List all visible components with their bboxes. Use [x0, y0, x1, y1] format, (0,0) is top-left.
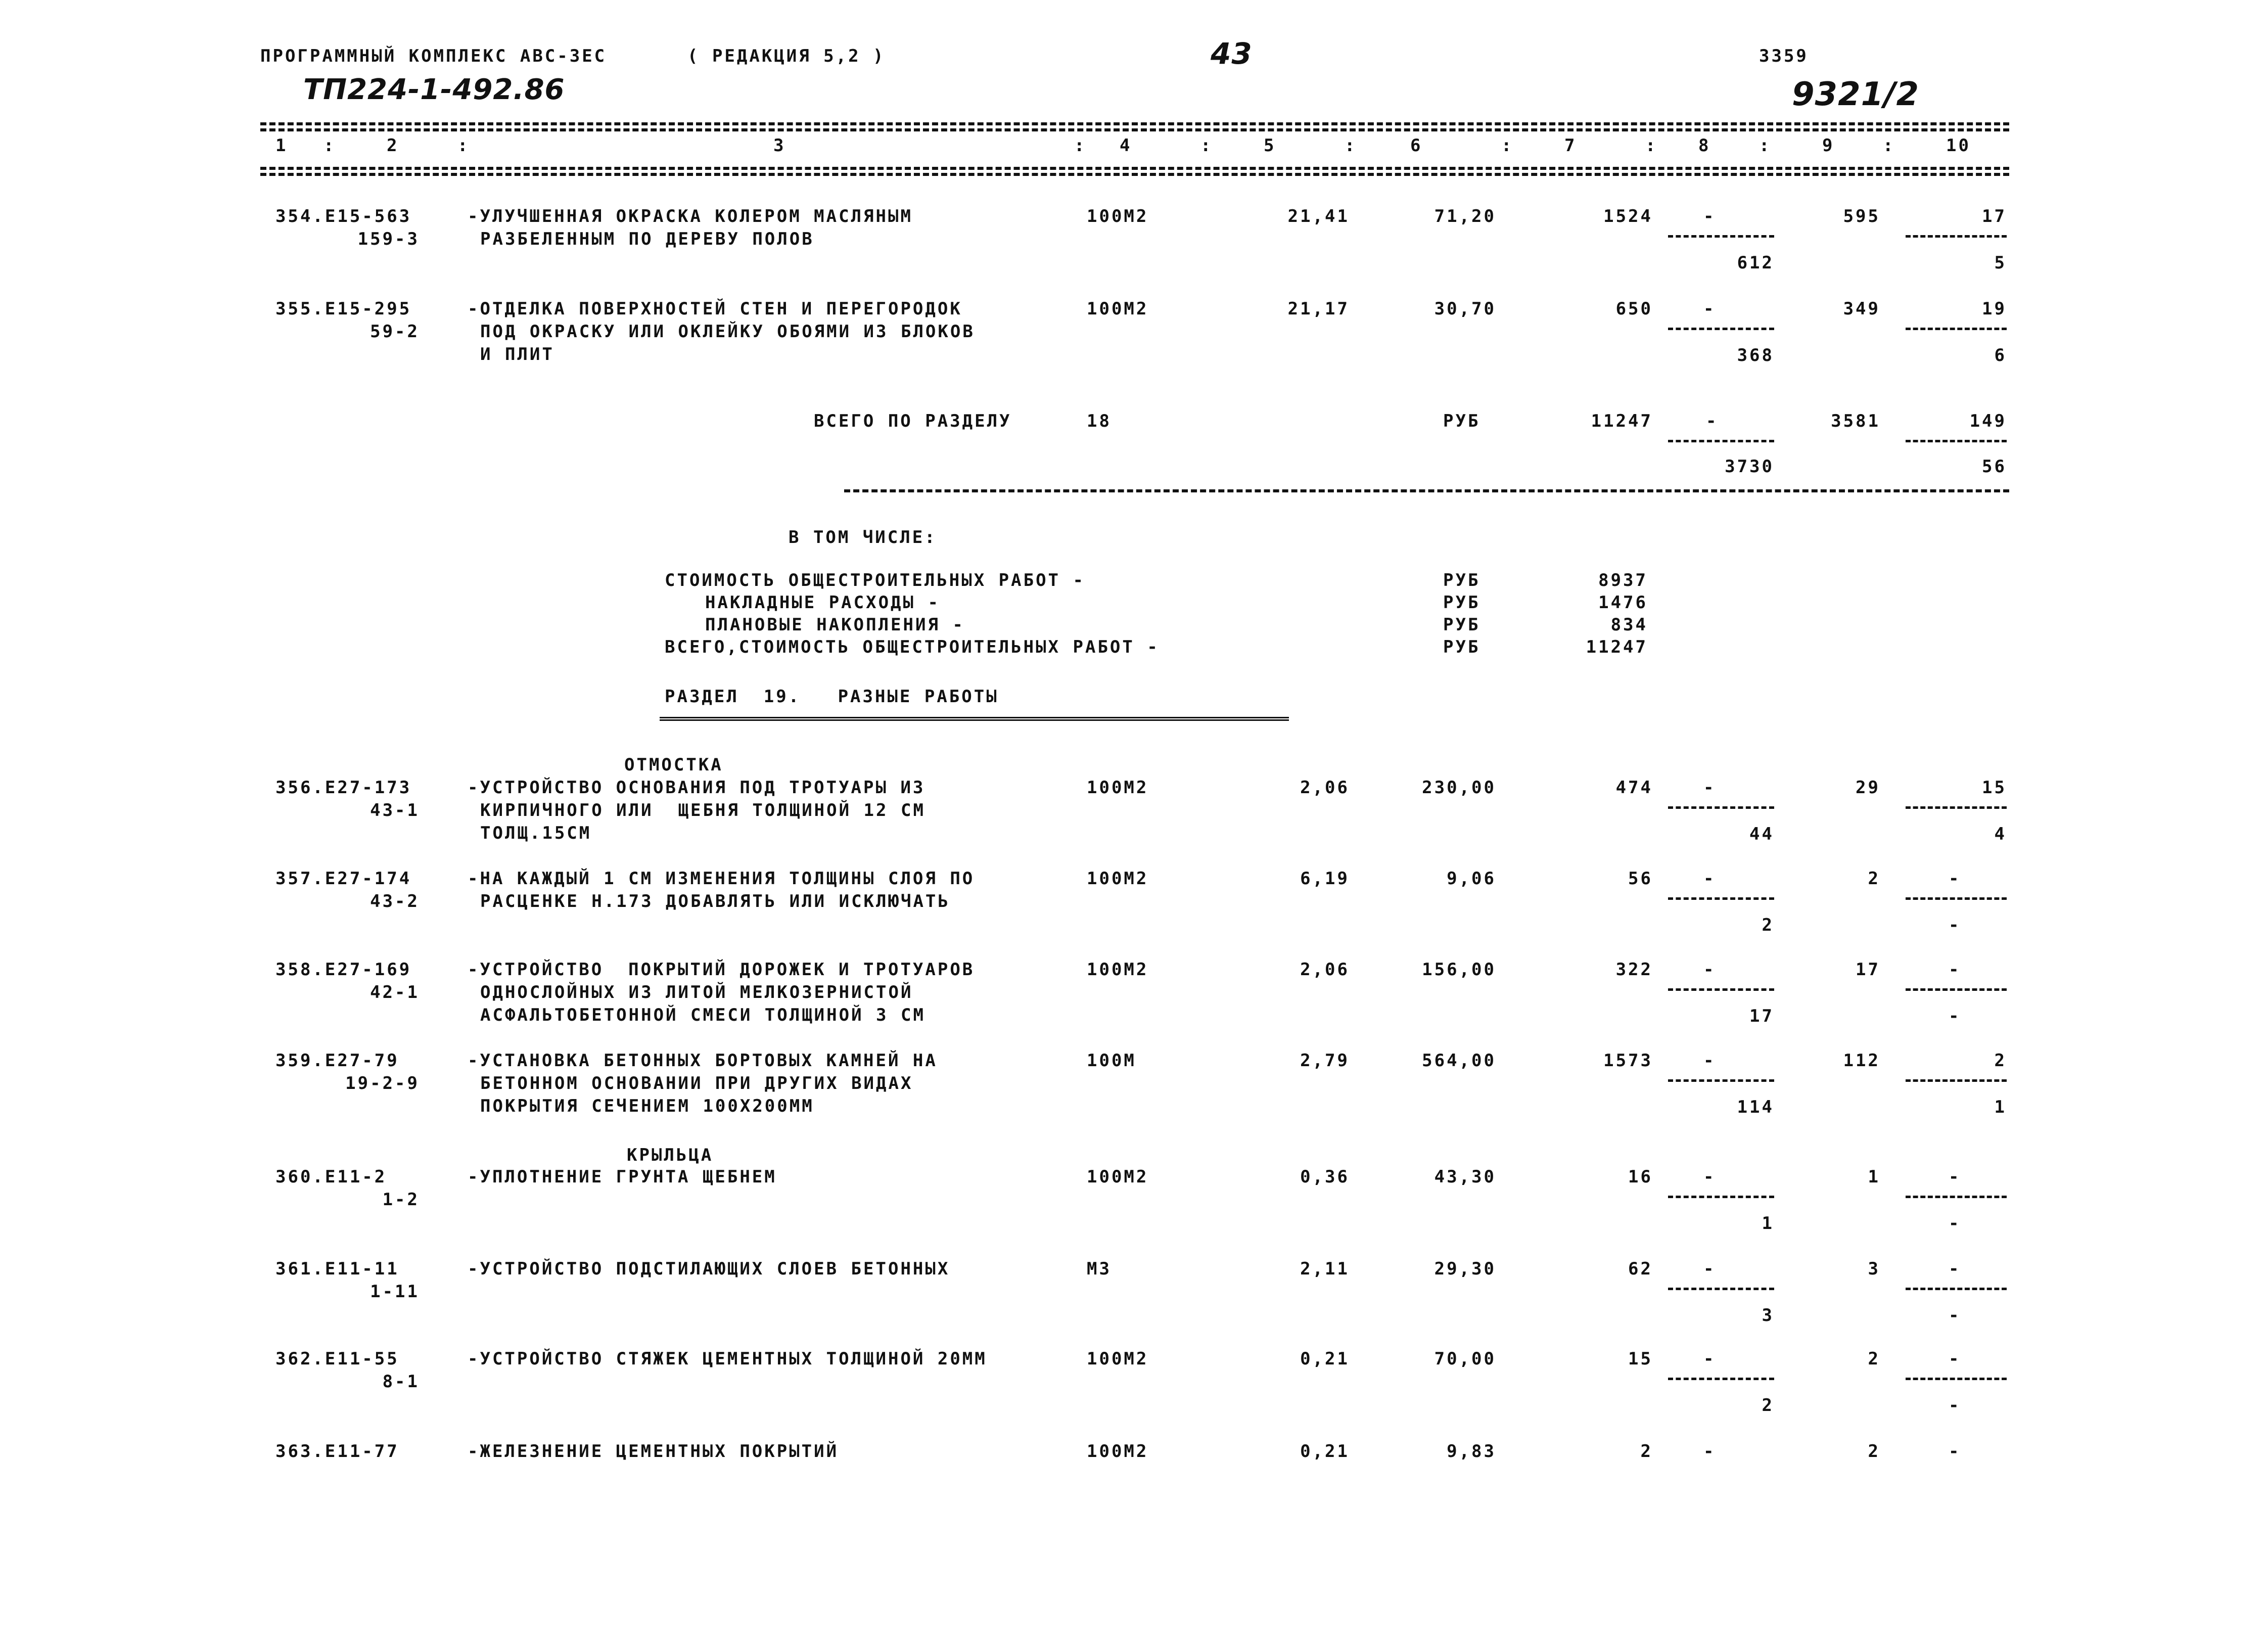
row-unit-price: 30,70: [1434, 299, 1496, 319]
row-total: 15: [1628, 1349, 1653, 1369]
row-description-line: ОДНОСЛОЙНЫХ ИЗ ЛИТОЙ МЕЛКОЗЕРНИСТОЙ: [480, 982, 913, 1002]
row-c8-top: -: [1703, 206, 1716, 226]
section-total-c10-bottom: 56: [1982, 457, 2007, 477]
row-c10-bottom: 4: [1994, 824, 2007, 844]
row-total: 2: [1640, 1441, 1653, 1462]
row-description-line: -УСТРОЙСТВО ОСНОВАНИЯ ПОД ТРОТУАРЫ ИЗ: [468, 778, 925, 798]
row-description-line: -УПЛОТНЕНИЕ ГРУНТА ЩЕБНЕМ: [468, 1167, 777, 1187]
project-code: ТП224-1-492.86: [303, 73, 565, 106]
row-c10-top: -: [1949, 1349, 1961, 1369]
row-unit: 100М2: [1087, 960, 1149, 980]
row-unit-price: 230,00: [1422, 778, 1496, 798]
row-c8-separator: [1668, 988, 1774, 991]
row-c10-top: 15: [1982, 778, 2007, 798]
row-c10-separator: [1906, 897, 2007, 900]
row-c9: 112: [1843, 1051, 1880, 1071]
row-total: 16: [1628, 1167, 1653, 1187]
column-header-10: 10: [1946, 135, 1971, 156]
breakdown-value: 8937: [1598, 570, 1648, 590]
row-subcode: 43-1: [370, 800, 420, 820]
row-number: 356.Е27-173: [275, 778, 412, 798]
row-unit-price: 9,83: [1447, 1441, 1496, 1462]
row-c10-bottom: -: [1949, 1395, 1961, 1416]
row-unit: 100М2: [1087, 869, 1149, 889]
breakdown-currency: РУБ: [1443, 637, 1480, 657]
header-bottom-rule: [260, 167, 2009, 170]
section-total-c8-bottom: 3730: [1725, 457, 1774, 477]
breakdown-currency: РУБ: [1443, 570, 1480, 590]
breakdown-value: 11247: [1586, 637, 1648, 657]
row-c9: 595: [1843, 206, 1880, 226]
row-number: 354.Е15-563: [275, 206, 412, 226]
column-separator: :: [1645, 135, 1658, 156]
column-separator: :: [1345, 135, 1357, 156]
header-bottom-rule-2: [260, 173, 2009, 176]
column-separator: :: [457, 135, 470, 156]
row-number: 357.Е27-174: [275, 869, 412, 889]
row-c8-separator: [1668, 1288, 1774, 1290]
row-quantity: 21,41: [1287, 206, 1350, 226]
section-total-c10-top: 149: [1969, 411, 2007, 431]
program-edition: ( РЕДАКЦИЯ 5,2 ): [687, 46, 886, 66]
row-c8-bottom: 2: [1762, 1395, 1774, 1416]
row-c10-bottom: -: [1949, 1213, 1961, 1234]
row-c8-top: -: [1703, 299, 1716, 319]
row-c8-top: -: [1703, 869, 1716, 889]
section-total-rule: [844, 489, 2009, 492]
row-number: 360.Е11-2: [275, 1167, 387, 1187]
row-unit-price: 70,00: [1434, 1349, 1496, 1369]
column-header-6: 6: [1410, 135, 1423, 156]
section-total-label: ВСЕГО ПО РАЗДЕЛУ: [814, 411, 1012, 431]
row-unit: 100М2: [1087, 299, 1149, 319]
row-unit-price: 156,00: [1422, 960, 1496, 980]
section19-title: РАЗДЕЛ 19. РАЗНЫЕ РАБОТЫ: [665, 687, 999, 707]
row-unit-price: 9,06: [1447, 869, 1496, 889]
column-header-8: 8: [1698, 135, 1711, 156]
row-c10-separator: [1906, 328, 2007, 330]
row-subcode: 43-2: [370, 891, 420, 911]
column-header-5: 5: [1264, 135, 1276, 156]
row-c8-top: -: [1703, 1051, 1716, 1071]
row-unit-price: 564,00: [1422, 1051, 1496, 1071]
row-c9: 2: [1868, 1349, 1880, 1369]
row-total: 474: [1615, 778, 1653, 798]
row-c8-separator: [1668, 897, 1774, 900]
row-unit: 100М2: [1087, 1167, 1149, 1187]
row-c8-separator: [1668, 1378, 1774, 1380]
column-separator: :: [1883, 135, 1895, 156]
row-subcode: 159-3: [357, 229, 420, 249]
breakdown-label: НАКЛАДНЫЕ РАСХОДЫ -: [705, 592, 940, 613]
section19-underline: [660, 717, 1289, 721]
row-description-line: -УСТРОЙСТВО СТЯЖЕК ЦЕМЕНТНЫХ ТОЛЩИНОЙ 20ММ: [468, 1349, 987, 1369]
row-c9: 349: [1843, 299, 1880, 319]
row-c9: 29: [1856, 778, 1880, 798]
program-name: ПРОГРАММНЫЙ КОМПЛЕКС АВС-ЗЕС: [260, 46, 607, 66]
row-description-line: РАЗБЕЛЕННЫМ ПО ДЕРЕВУ ПОЛОВ: [480, 229, 814, 249]
column-header-7: 7: [1564, 135, 1577, 156]
row-description-line: -УЛУЧШЕННАЯ ОКРАСКА КОЛЕРОМ МАСЛЯНЫМ: [468, 206, 913, 226]
row-c10-top: -: [1949, 1167, 1961, 1187]
row-number: 355.Е15-295: [275, 299, 412, 319]
row-unit-price: 71,20: [1434, 206, 1496, 226]
column-header-1: 1: [275, 135, 288, 156]
row-c10-top: -: [1949, 1441, 1961, 1462]
row-quantity: 2,79: [1300, 1051, 1350, 1071]
row-c10-separator: [1906, 1288, 2007, 1290]
row-c8-bottom: 17: [1749, 1006, 1774, 1026]
row-description-line: -ОТДЕЛКА ПОВЕРХНОСТЕЙ СТЕН И ПЕРЕГОРОДОК: [468, 299, 962, 319]
doc-code: 3359: [1759, 46, 1809, 66]
breakdown-label: ПЛАНОВЫЕ НАКОПЛЕНИЯ -: [705, 615, 965, 635]
row-total: 650: [1615, 299, 1653, 319]
row-c10-separator: [1906, 235, 2007, 238]
row-description-line: -УСТРОЙСТВО ПОДСТИЛАЮЩИХ СЛОЕВ БЕТОННЫХ: [468, 1259, 950, 1279]
row-c8-bottom: 1: [1762, 1213, 1774, 1234]
row-c8-top: -: [1703, 1349, 1716, 1369]
row-description-line: ТОЛЩ.15СМ: [480, 823, 592, 843]
row-c8-top: -: [1703, 1441, 1716, 1462]
row-total: 322: [1615, 960, 1653, 980]
row-unit: 100М2: [1087, 206, 1149, 226]
row-c8-bottom: 2: [1762, 915, 1774, 935]
row-description-line: АСФАЛЬТОБЕТОННОЙ СМЕСИ ТОЛЩИНОЙ 3 СМ: [480, 1005, 925, 1025]
row-subcode: 1-2: [382, 1190, 420, 1210]
breakdown-value: 834: [1610, 615, 1648, 635]
row-number: 358.Е27-169: [275, 960, 412, 980]
section-total-c8-sep: [1668, 440, 1774, 442]
row-quantity: 2,06: [1300, 778, 1350, 798]
column-header-2: 2: [387, 135, 399, 156]
row-total: 56: [1628, 869, 1653, 889]
breakdown-label: ВСЕГО,СТОИМОСТЬ ОБЩЕСТРОИТЕЛЬНЫХ РАБОТ -: [665, 637, 1160, 657]
row-unit: 100М: [1087, 1051, 1136, 1071]
row-c8-bottom: 44: [1749, 824, 1774, 844]
row-description-line: -УСТРОЙСТВО ПОКРЫТИЙ ДОРОЖЕК И ТРОТУАРОВ: [468, 960, 975, 980]
row-unit: 100М2: [1087, 1349, 1149, 1369]
header-top-rule-2: [260, 128, 2009, 131]
section-total-number: 18: [1087, 411, 1112, 431]
row-number: 359.Е27-79: [275, 1051, 399, 1071]
breakdown-label: СТОИМОСТЬ ОБЩЕСТРОИТЕЛЬНЫХ РАБОТ -: [665, 570, 1085, 590]
breakdown-title: В ТОМ ЧИСЛЕ:: [789, 527, 937, 548]
row-c10-top: -: [1949, 960, 1961, 980]
row-c10-separator: [1906, 1378, 2007, 1380]
row-c10-top: -: [1949, 869, 1961, 889]
section-total-c9: 3581: [1831, 411, 1880, 431]
row-description-line: И ПЛИТ: [480, 344, 554, 364]
row-total: 62: [1628, 1259, 1653, 1279]
section-total-value: 11247: [1591, 411, 1653, 431]
header-top-rule: [260, 122, 2009, 125]
row-unit: 100М2: [1087, 778, 1149, 798]
row-c10-top: 17: [1982, 206, 2007, 226]
column-separator: :: [1759, 135, 1772, 156]
column-separator: :: [1501, 135, 1514, 156]
row-quantity: 0,36: [1300, 1167, 1350, 1187]
row-quantity: 2,11: [1300, 1259, 1350, 1279]
group-otmostka: ОТМОСТКА: [624, 755, 723, 775]
row-unit: М3: [1087, 1259, 1112, 1279]
row-c10-bottom: 1: [1994, 1097, 2007, 1117]
row-c8-bottom: 114: [1737, 1097, 1774, 1117]
row-total: 1573: [1603, 1051, 1653, 1071]
row-c10-separator: [1906, 988, 2007, 991]
row-c10-separator: [1906, 1079, 2007, 1082]
row-c10-bottom: 6: [1994, 345, 2007, 366]
column-separator: :: [1200, 135, 1213, 156]
row-c10-top: -: [1949, 1259, 1961, 1279]
row-unit-price: 29,30: [1434, 1259, 1496, 1279]
row-unit-price: 43,30: [1434, 1167, 1496, 1187]
row-c8-top: -: [1703, 778, 1716, 798]
row-description-line: -УСТАНОВКА БЕТОННЫХ БОРТОВЫХ КАМНЕЙ НА: [468, 1051, 938, 1071]
row-quantity: 6,19: [1300, 869, 1350, 889]
row-number: 363.Е11-77: [275, 1441, 399, 1462]
row-subcode: 8-1: [382, 1372, 420, 1392]
row-description-line: БЕТОННОМ ОСНОВАНИИ ПРИ ДРУГИХ ВИДАХ: [480, 1073, 913, 1093]
row-c8-separator: [1668, 806, 1774, 809]
row-number: 362.Е11-55: [275, 1349, 399, 1369]
row-description-line: -ЖЕЛЕЗНЕНИЕ ЦЕМЕНТНЫХ ПОКРЫТИЙ: [468, 1441, 839, 1462]
column-header-3: 3: [773, 135, 786, 156]
row-description-line: КИРПИЧНОГО ИЛИ ЩЕБНЯ ТОЛЩИНОЙ 12 СМ: [480, 800, 925, 820]
row-quantity: 0,21: [1300, 1441, 1350, 1462]
row-c10-top: 2: [1994, 1051, 2007, 1071]
row-c8-separator: [1668, 235, 1774, 238]
row-c10-bottom: -: [1949, 1006, 1961, 1026]
section-total-currency: РУБ: [1443, 411, 1480, 431]
row-c9: 17: [1856, 960, 1880, 980]
row-c10-bottom: 5: [1994, 253, 2007, 273]
column-header-4: 4: [1120, 135, 1132, 156]
row-c10-separator: [1906, 806, 2007, 809]
row-c10-bottom: -: [1949, 915, 1961, 935]
row-c9: 1: [1868, 1167, 1880, 1187]
row-c8-bottom: 3: [1762, 1305, 1774, 1326]
row-unit: 100М2: [1087, 1441, 1149, 1462]
column-header-9: 9: [1822, 135, 1835, 156]
section-total-c10-sep: [1906, 440, 2007, 442]
row-number: 361.Е11-11: [275, 1259, 399, 1279]
page-number: 43: [1211, 36, 1253, 71]
row-description-line: ПОД ОКРАСКУ ИЛИ ОКЛЕЙКУ ОБОЯМИ ИЗ БЛОКОВ: [480, 322, 975, 342]
row-quantity: 2,06: [1300, 960, 1350, 980]
sheet-code: 9321/2: [1792, 76, 1920, 113]
row-c8-top: -: [1703, 1259, 1716, 1279]
row-c10-top: 19: [1982, 299, 2007, 319]
row-subcode: 19-2-9: [345, 1073, 420, 1093]
row-description-line: ПОКРЫТИЯ СЕЧЕНИЕМ 100Х200ММ: [480, 1096, 814, 1116]
section-total-c8-top: -: [1706, 411, 1719, 431]
row-total: 1524: [1603, 206, 1653, 226]
row-description-line: -НА КАЖДЫЙ 1 СМ ИЗМЕНЕНИЯ ТОЛЩИНЫ СЛОЯ ПО: [468, 869, 975, 889]
row-subcode: 1-11: [370, 1282, 420, 1302]
row-c8-separator: [1668, 328, 1774, 330]
row-c10-separator: [1906, 1196, 2007, 1198]
row-quantity: 0,21: [1300, 1349, 1350, 1369]
group-krylca: КРЫЛЬЦА: [627, 1145, 714, 1165]
row-c10-bottom: -: [1949, 1305, 1961, 1326]
row-c8-separator: [1668, 1196, 1774, 1198]
row-c8-bottom: 368: [1737, 345, 1774, 366]
row-c8-top: -: [1703, 960, 1716, 980]
breakdown-currency: РУБ: [1443, 615, 1480, 635]
column-separator: :: [323, 135, 336, 156]
column-separator: :: [1074, 135, 1087, 156]
row-subcode: 59-2: [370, 322, 420, 342]
row-subcode: 42-1: [370, 982, 420, 1002]
row-c8-bottom: 612: [1737, 253, 1774, 273]
row-c9: 2: [1868, 1441, 1880, 1462]
row-c9: 3: [1868, 1259, 1880, 1279]
row-c9: 2: [1868, 869, 1880, 889]
row-c8-top: -: [1703, 1167, 1716, 1187]
breakdown-currency: РУБ: [1443, 592, 1480, 613]
breakdown-value: 1476: [1598, 592, 1648, 613]
row-description-line: РАСЦЕНКЕ Н.173 ДОБАВЛЯТЬ ИЛИ ИСКЛЮЧАТЬ: [480, 891, 950, 911]
row-quantity: 21,17: [1287, 299, 1350, 319]
row-c8-separator: [1668, 1079, 1774, 1082]
